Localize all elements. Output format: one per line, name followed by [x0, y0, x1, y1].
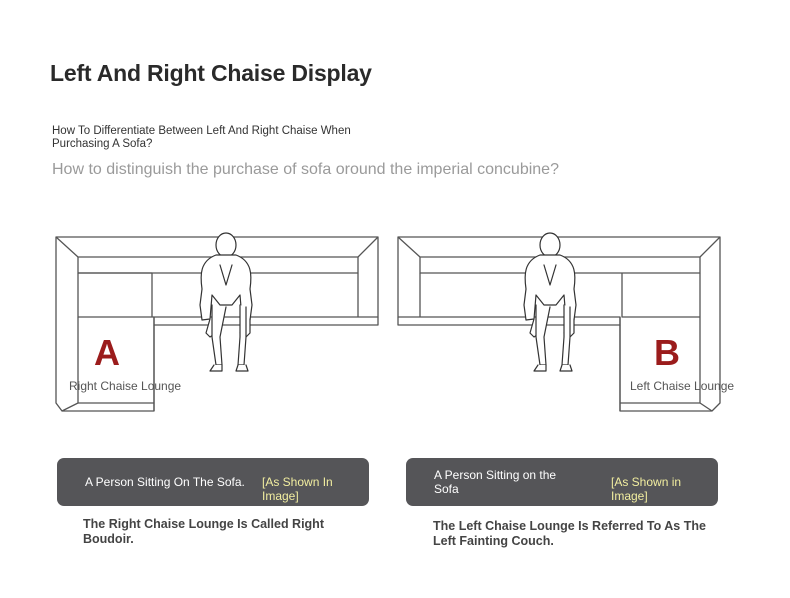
question-text: How To Differentiate Between Left And Right Chaise When Purchasing A Sofa? [52, 125, 351, 150]
caption-bar-a [57, 458, 369, 506]
letter-b: B [654, 332, 680, 373]
caption-shown-b: [As Shown in Image] [611, 475, 682, 503]
description-b: The Left Chaise Lounge Is Referred To As The Left Fainting Couch. [433, 519, 706, 548]
page-title: Left And Right Chaise Display [50, 60, 372, 86]
caption-text-b: A Person Sitting on the Sofa [434, 468, 557, 496]
caption-shown-a: [As Shown In Image] [262, 475, 333, 503]
lounge-label-a: Right Chaise Lounge [69, 379, 182, 393]
subtitle-text: How to distinguish the purchase of sofa oround the imperial concubine? [52, 161, 559, 178]
lounge-label-b: Left Chaise Lounge [630, 379, 735, 393]
letter-a: A [94, 332, 120, 373]
description-a: The Right Chaise Lounge Is Called Right Boudoir. [83, 517, 324, 546]
caption-text-a: A Person Sitting On The Sofa. [85, 475, 245, 489]
caption-bar-b [406, 458, 718, 506]
